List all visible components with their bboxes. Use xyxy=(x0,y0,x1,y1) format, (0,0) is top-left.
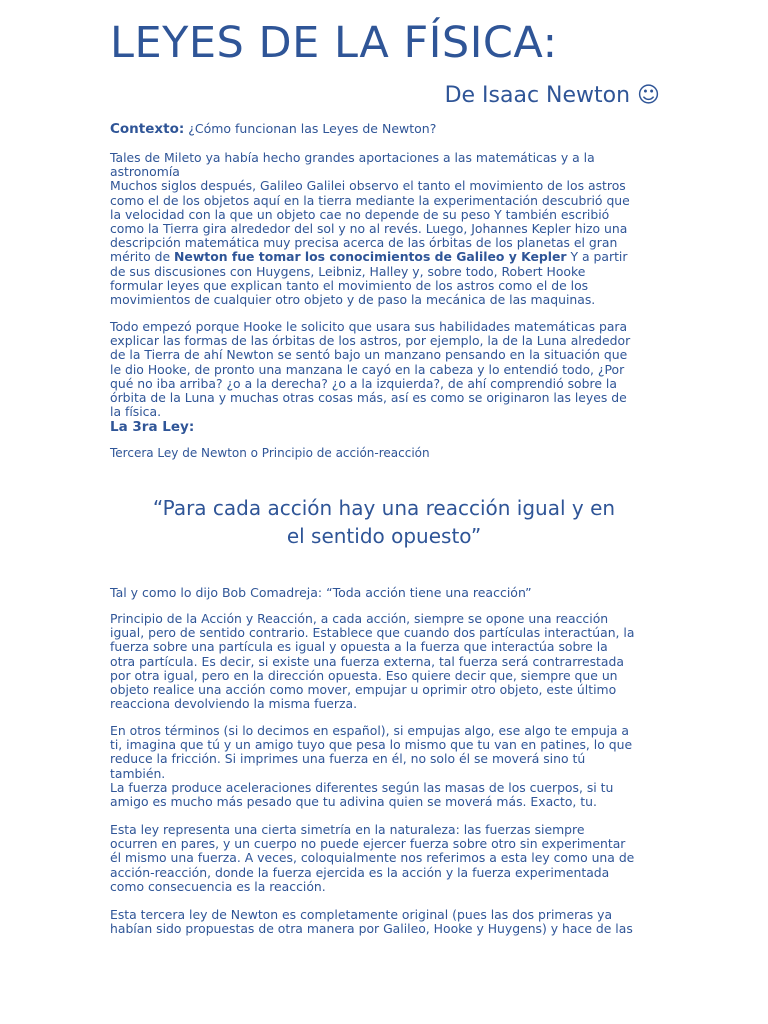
paragraph-line: Principio de la Acción y Reacción, a cada acción, siempre se opone una reacción xyxy=(110,611,609,626)
paragraph-line: La fuerza produce aceleraciones diferentes según las masas de los cuerpos, si tu xyxy=(110,779,614,795)
paragraph-line xyxy=(110,250,658,264)
paragraph-line: amigo es mucho más pesado que tu adivina quien se moverá más. Exacto, tu. xyxy=(110,794,597,810)
paragraph-history xyxy=(110,151,658,307)
paragraph-example xyxy=(110,724,658,809)
paragraph-hooke xyxy=(110,320,658,419)
paragraph-line: igual, pero de sentido contrario. Establece que cuando dos partículas interactúan, la xyxy=(110,625,635,641)
emphasis-text: Newton fue tomar los conocimientos de Galileo y Kepler xyxy=(174,249,567,265)
paragraph-line: como la Tierra gira alrededor del sol y no al revés. Luego, Johannes Kepler hizo una xyxy=(110,221,628,237)
paragraph-symmetry xyxy=(110,823,658,894)
paragraph-line: le dio Hooke, de pronto una manzana le cayó en la cabeza y lo entendió todo, ¿Por xyxy=(110,361,625,377)
paragraph-line: de sus discusiones con Huygens, Leibniz, Halley y, sobre todo, Robert Hooke xyxy=(110,263,586,279)
paragraph-line: habían sido propuestas de otra manera por Galileo, Hooke y Huygens) y hace de las xyxy=(110,921,633,937)
paragraph-line: como el de los objetos aquí en la tierra mediante la experimentación descubrió que xyxy=(110,192,630,208)
paragraph-line: descripción matemática muy precisa acerca de las órbitas de los planetas el gran xyxy=(110,235,618,251)
paragraph-line: ocurren en pares, y un cuerpo no puede ejercer fuerza sobre otro sin experimentar xyxy=(110,836,626,852)
paragraph-line: En otros términos (si lo decimos en español), si empujas algo, ese algo te empuja a xyxy=(110,723,630,738)
paragraph-original xyxy=(110,908,658,936)
text-run: Y a partir xyxy=(566,249,628,265)
paragraph-line: también. xyxy=(110,765,166,781)
context-line xyxy=(110,122,658,136)
paragraph-line: Muchos siglos después, Galileo Galilei observo el tanto el movimiento de los astros xyxy=(110,178,626,194)
document-subtitle: De Isaac Newton ☺ xyxy=(444,83,660,108)
paragraph-line: por otra igual, pero en la dirección opuesta. Eso quiere decir que, siempre que un xyxy=(110,667,618,683)
paragraph-line: Esta ley representa una cierta simetría en la naturaleza: las fuerzas siempre xyxy=(110,822,585,837)
paragraph-line: la velocidad con la que un objeto cae no depende de su peso Y también escribió xyxy=(110,206,610,222)
paragraph-line: reduce la fricción. Si imprimes una fuerza en él, no solo él se moverá sino tú xyxy=(110,751,586,767)
paragraph-line: acción-reacción, donde la fuerza ejercida es la acción y la fuerza experimentada xyxy=(110,864,610,880)
paragraph-line: otra partícula. Es decir, si existe una fuerza externa, tal fuerza será contrarrestada xyxy=(110,653,624,669)
quote-line: “Para cada acción hay una reacción igual y en xyxy=(152,496,616,520)
paragraph-line: qué no iba arriba? ¿o a la derecha? ¿o a la izquierda?, de ahí comprendió sobre la xyxy=(110,375,617,391)
paragraph-line: Todo empezó porque Hooke le solicito que usara sus habilidades matemáticas para xyxy=(110,319,628,334)
paragraph-line: de la Tierra de ahí Newton se sentó bajo un manzano pensando en la situación que xyxy=(110,347,628,363)
text-run: mérito de xyxy=(110,249,175,265)
paragraph-line: él mismo una fuerza. A veces, coloquialmente nos referimos a esta ley como una de xyxy=(110,850,635,866)
paragraph-line: formular leyes que explican tanto el movimiento de los astros como el de los xyxy=(110,277,589,293)
paragraph-line: movimientos de cualquier otro objeto y de paso la mecánica de las maquinas. xyxy=(110,292,596,308)
pull-quote xyxy=(106,494,662,550)
paragraph-line: Tales de Mileto ya había hecho grandes aportaciones a las matemáticas y a la xyxy=(110,150,595,165)
paragraph-line: fuerza sobre una partícula es igual y opuesta a la fuerza que interactúa sobre la xyxy=(110,639,608,655)
context-question: ¿Cómo funcionan las Leyes de Newton? xyxy=(184,121,437,136)
paragraph-line: explicar las formas de las órbitas de los astros, por ejemplo, la de la Luna alrededor xyxy=(110,333,631,349)
paragraph-line: objeto realice una acción como mover, empujar u oprimir otro objeto, este último xyxy=(110,682,617,698)
paragraph-line: órbita de la Luna y muchas otras cosas más, así es como se originaron las leyes de xyxy=(110,390,627,406)
bob-quote-line: Tal y como lo dijo Bob Comadreja: “Toda acción tiene una reacción” xyxy=(110,585,532,600)
section-heading: La 3ra Ley: xyxy=(110,419,195,435)
paragraph-line: Esta tercera ley de Newton es completamente original (pues las dos primeras ya xyxy=(110,907,613,922)
paragraph-line: ti, imagina que tú y un amigo tuyo que pesa lo mismo que tu van en patines, lo que xyxy=(110,737,633,753)
paragraph-line: la física. xyxy=(110,404,162,420)
section-subheading: Tercera Ley de Newton o Principio de acción-reacción xyxy=(110,446,430,460)
context-label: Contexto: xyxy=(110,121,185,137)
paragraph-principle xyxy=(110,612,658,711)
paragraph-line: astronomía xyxy=(110,164,180,180)
quote-line: el sentido opuesto” xyxy=(286,524,482,548)
paragraph-line: como consecuencia es la reacción. xyxy=(110,878,326,894)
document-title: LEYES DE LA FÍSICA: xyxy=(110,18,558,68)
paragraph-line: reacciona devolviendo la misma fuerza. xyxy=(110,696,358,712)
